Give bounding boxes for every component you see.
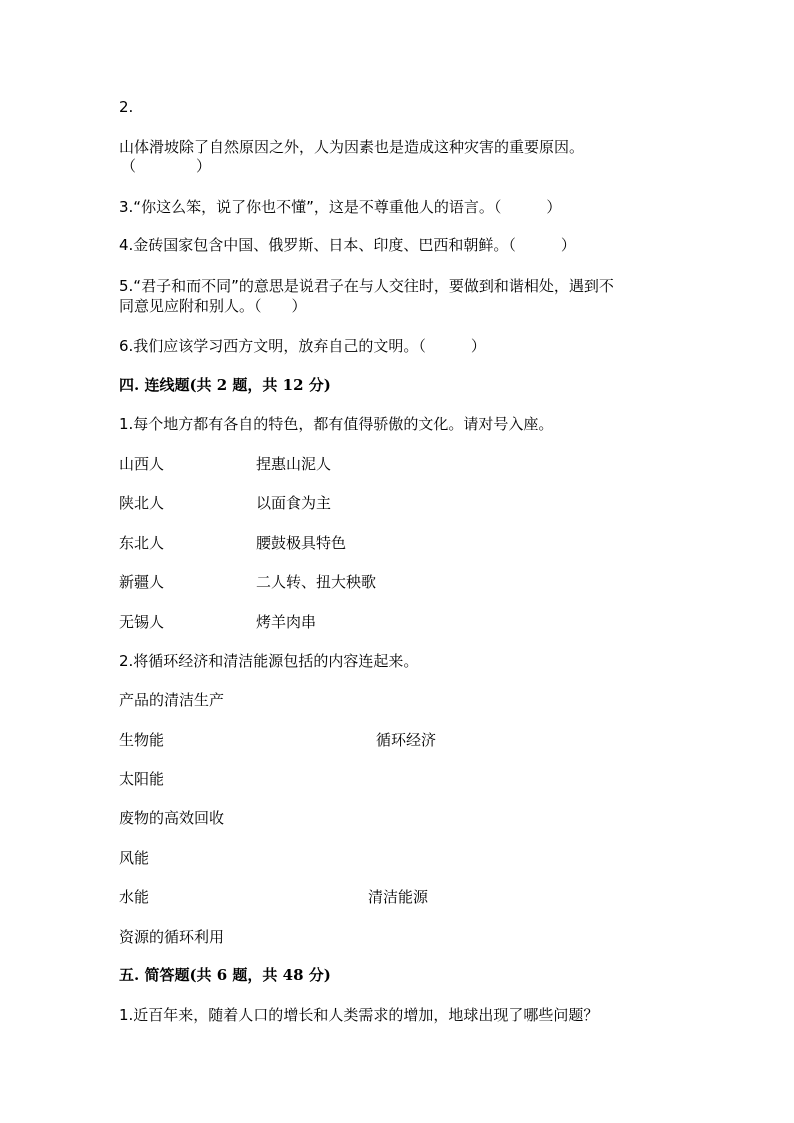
question-4-text: 4.金砖国家包含中国、俄罗斯、日本、印度、巴西和朝鲜。（ ） xyxy=(119,236,576,254)
matching-1-left-item: 山西人 xyxy=(119,455,165,473)
matching-1-right-item: 烤羊肉串 xyxy=(256,613,317,631)
matching-1-right-item: 腰鼓极具特色 xyxy=(256,534,347,552)
matching-2-left-item: 废物的高效回收 xyxy=(119,809,225,827)
question-6-text: 6.我们应该学习西方文明，放弃自己的文明。（ ） xyxy=(119,337,486,355)
matching-2-right-circular-economy: 循环经济 xyxy=(376,731,437,749)
matching-1-right-item: 以面食为主 xyxy=(256,494,332,512)
matching-2-left-item: 水能 xyxy=(119,888,150,906)
matching-1-left-item: 无锡人 xyxy=(119,613,165,631)
matching-1-right-item: 二人转、扭大秧歌 xyxy=(256,573,377,591)
question-2-number: 2. xyxy=(119,98,134,116)
matching-1-left-item: 新疆人 xyxy=(119,573,165,591)
matching-1-left-item: 东北人 xyxy=(119,534,165,552)
matching-2-left-item: 生物能 xyxy=(119,731,165,749)
section-5-heading: 五. 简答题(共 6 题，共 48 分) xyxy=(119,966,331,984)
question-3-text: 3.“你这么笨，说了你也不懂”，这是不尊重他人的语言。（ ） xyxy=(119,198,562,216)
matching-2-left-item: 风能 xyxy=(119,849,150,867)
matching-1-right-item: 捏惠山泥人 xyxy=(256,455,332,473)
matching-2-left-item: 产品的清洁生产 xyxy=(119,691,225,709)
matching-2-right-clean-energy: 清洁能源 xyxy=(368,888,429,906)
matching-2-left-item: 资源的循环利用 xyxy=(119,928,225,946)
question-5-line-2: 同意见应附和别人。（ ） xyxy=(119,297,307,315)
question-5-line-1: 5.“君子和而不同”的意思是说君子在与人交往时，要做到和谐相处，遇到不 xyxy=(119,277,614,295)
matching-question-1-text: 1.每个地方都有各自的特色，都有值得骄傲的文化。请对号入座。 xyxy=(119,415,554,433)
matching-question-2-text: 2.将循环经济和清洁能源包括的内容连起来。 xyxy=(119,652,419,670)
question-2-text: 山体滑坡除了自然原因之外，人为因素也是造成这种灾害的重要原因。 xyxy=(119,138,585,156)
section-4-heading: 四. 连线题(共 2 题，共 12 分) xyxy=(119,376,331,394)
matching-1-left-item: 陕北人 xyxy=(119,494,165,512)
short-answer-question-1-text: 1.近百年来，随着人口的增长和人类需求的增加，地球出现了哪些问题？ xyxy=(119,1006,599,1024)
question-2-answer-bracket: （ ） xyxy=(121,157,212,175)
matching-2-left-item: 太阳能 xyxy=(119,770,165,788)
